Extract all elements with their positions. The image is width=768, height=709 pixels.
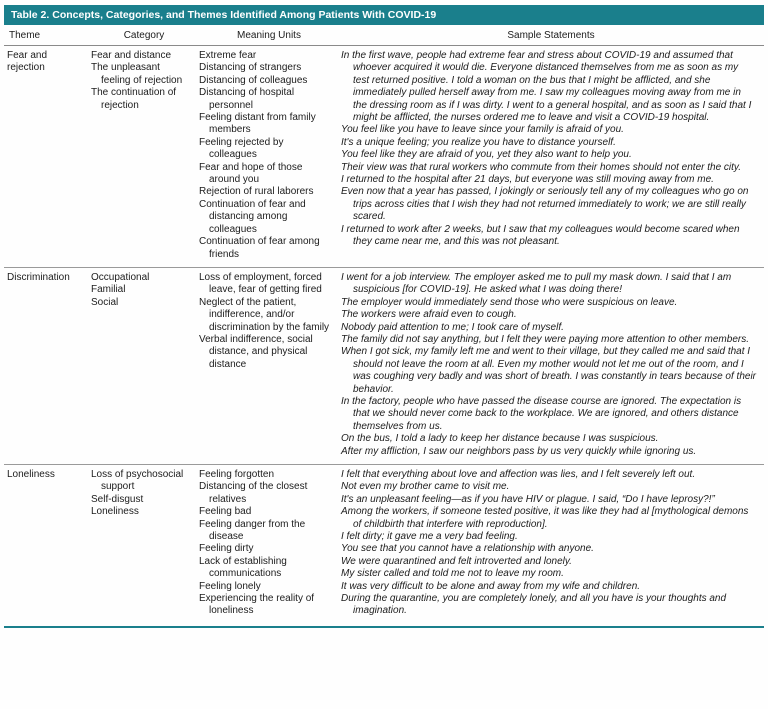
sample-statement: The workers were afraid even to cough. bbox=[341, 309, 517, 321]
meaning-unit-item: Distancing of the closest relatives bbox=[199, 481, 308, 505]
meaning-unit-item: Feeling forgotten bbox=[199, 469, 275, 480]
sample-statement: You feel like they are afraid of you, yet they also want to help you. bbox=[341, 149, 632, 161]
bottom-rule bbox=[4, 626, 764, 628]
table-title: Table 2. Concepts, Categories, and Themes Identified Among Patients With COVID-19 bbox=[4, 5, 764, 25]
column-header-meaning-units: Meaning Units bbox=[237, 30, 301, 41]
category-cell bbox=[88, 272, 196, 458]
sample-statement: The employer would immediately send those who were suspicious on leave. bbox=[341, 296, 678, 308]
table-row bbox=[4, 46, 764, 268]
sample-statement: It was very difficult to be alone and away from my wife and children. bbox=[341, 580, 641, 592]
sample-statement: I returned to the hospital after 21 days, but everyone was still moving away from me. bbox=[341, 174, 714, 186]
sample-statements-cell bbox=[338, 272, 764, 458]
meaning-unit-item: Distancing of colleagues bbox=[199, 74, 308, 86]
sample-statement: My sister called and told me not to leave my room. bbox=[341, 568, 564, 580]
meaning-unit-item: Loss of employment, forced leave, fear of getting fired bbox=[199, 271, 322, 296]
sample-statement: Among the workers, if someone tested positive, it was like they had al [mythological demons of childbirth that interfere with reproduction]. bbox=[341, 506, 749, 530]
column-header-theme: Theme bbox=[9, 30, 41, 41]
meaning-unit-item: Distancing of strangers bbox=[199, 62, 302, 74]
sample-statement: In the first wave, people had extreme fear and stress about COVID-19 and assumed that whoever acquired it would die. Everyone distanced themselves from me as soon as my test returned positive. I told a woman on the bus that I might be afflicted, and she immediately pulled herself away from me. I saw my colleagues moving away from me in the dressing room as if I was dirty. I went to a general hospital, and as soon as I said that I might be afflicted, the nurses ordered me to leave and visit a COVID-19 hospital. bbox=[341, 50, 752, 124]
sample-statements-cell bbox=[338, 469, 764, 618]
category-item: The unpleasant feeling of rejection bbox=[91, 62, 183, 86]
category-cell bbox=[88, 50, 196, 261]
sample-statement: I returned to work after 2 weeks, but I saw that my colleagues would become scared when they came near me, and this was not pleasant. bbox=[341, 223, 740, 248]
meaning-unit-item: Feeling bad bbox=[199, 506, 252, 518]
meaning-unit-item: Distancing of hospital personnel bbox=[199, 87, 295, 111]
meaning-unit-item: Feeling distant from family members bbox=[199, 112, 316, 136]
sample-statement: Not even my brother came to visit me. bbox=[341, 481, 510, 493]
meaning-unit-item: Continuation of fear among friends bbox=[199, 236, 320, 260]
category-item: Fear and distance bbox=[91, 50, 172, 61]
sample-statement: You feel like you have to leave since your family is afraid of you. bbox=[341, 124, 624, 136]
sample-statement: The family did not say anything, but I felt they were paying more attention to other members. bbox=[341, 333, 749, 345]
theme-cell: Loneliness bbox=[7, 469, 55, 480]
sample-statement: After my affliction, I saw our neighbors pass by us very quickly while ignoring us. bbox=[341, 445, 697, 457]
column-header-category: Category bbox=[123, 30, 165, 41]
sample-statement: Their view was that rural workers who commute from their homes should not enter the city. bbox=[341, 161, 741, 173]
meaning-unit-item: Feeling lonely bbox=[199, 580, 261, 592]
category-item: Social bbox=[91, 296, 119, 308]
theme-cell: Discrimination bbox=[7, 271, 70, 283]
meaning-unit-item: Experiencing the reality of loneliness bbox=[199, 593, 315, 617]
category-item: Self-disgust bbox=[91, 493, 144, 505]
table-row bbox=[4, 465, 764, 624]
meaning-units-cell bbox=[196, 272, 338, 458]
meaning-unit-item: Rejection of rural laborers bbox=[199, 186, 314, 198]
sample-statement: I felt that everything about love and affection was lies, and I felt severely left out. bbox=[341, 469, 696, 480]
column-header-sample-statements: Sample Statements bbox=[507, 30, 595, 41]
sample-statement: You see that you cannot have a relationship with anyone. bbox=[341, 543, 594, 555]
column-header-row bbox=[4, 25, 764, 46]
meaning-unit-item: Continuation of fear and distancing among colleagues bbox=[199, 198, 306, 235]
category-item: Familial bbox=[91, 284, 126, 296]
meaning-units-cell bbox=[196, 469, 338, 618]
category-item: The continuation of rejection bbox=[91, 87, 177, 111]
sample-statement: During the quarantine, you are completely lonely, and all you have is your thoughts and imagination. bbox=[341, 593, 727, 617]
meaning-units-cell bbox=[196, 50, 338, 261]
sample-statement: I felt dirty; it gave me a very bad feeling. bbox=[341, 531, 518, 543]
sample-statement: On the bus, I told a lady to keep her distance because I was suspicious. bbox=[341, 433, 659, 445]
meaning-unit-item: Feeling rejected by colleagues bbox=[199, 136, 284, 161]
meaning-unit-item: Extreme fear bbox=[199, 50, 257, 61]
category-item: Loss of psychosocial support bbox=[91, 469, 184, 493]
meaning-unit-item: Verbal indifference, social distance, and physical distance bbox=[199, 333, 313, 370]
sample-statement: Even now that a year has passed, I jokingly or seriously tell any of my colleagues who go on trips across cities that I wish they had not returned immediately to work; we are still really scared. bbox=[341, 186, 749, 223]
theme-cell: Fear and rejection bbox=[7, 50, 48, 74]
sample-statement: When I got sick, my family left me and went to their village, but they called me and said that I should not leave the room at all. Even my mother would not let me out of the room, and I was coughing very badly and was short of breath. I was constantly in tears because of their behavior. bbox=[341, 346, 756, 395]
meaning-unit-item: Lack of establishing communications bbox=[199, 555, 287, 580]
sample-statement: I went for a job interview. The employer asked me to pull my mask down. I said that I am suspicious [for COVID-19]. He asked what I was doing there! bbox=[341, 271, 732, 296]
table-row bbox=[4, 268, 764, 465]
category-cell bbox=[88, 469, 196, 618]
table-body bbox=[4, 46, 764, 624]
sample-statements-cell bbox=[338, 50, 764, 261]
sample-statement: We were quarantined and felt introverted and lonely. bbox=[341, 555, 572, 567]
meaning-unit-item: Feeling danger from the disease bbox=[199, 518, 306, 543]
meaning-unit-item: Neglect of the patient, indifference, and/or discrimination by the family bbox=[199, 296, 330, 333]
meaning-unit-item: Fear and hope of those around you bbox=[199, 161, 303, 186]
meaning-unit-item: Feeling dirty bbox=[199, 543, 254, 555]
sample-statement: It's a unique feeling; you realize you have to distance yourself. bbox=[341, 136, 616, 148]
category-item: Occupational bbox=[91, 271, 150, 283]
sample-statement: In the factory, people who have passed the disease course are ignored. The expectation is that we should never come back to the workplace. We are ignored, and others distance themselves from us. bbox=[341, 395, 742, 432]
category-item: Loneliness bbox=[91, 506, 139, 518]
sample-statement: Nobody paid attention to me; I took care of myself. bbox=[341, 321, 564, 333]
sample-statement: It's an unpleasant feeling—as if you have HIV or plague. I said, “Do I have leprosy?!” bbox=[341, 493, 715, 505]
